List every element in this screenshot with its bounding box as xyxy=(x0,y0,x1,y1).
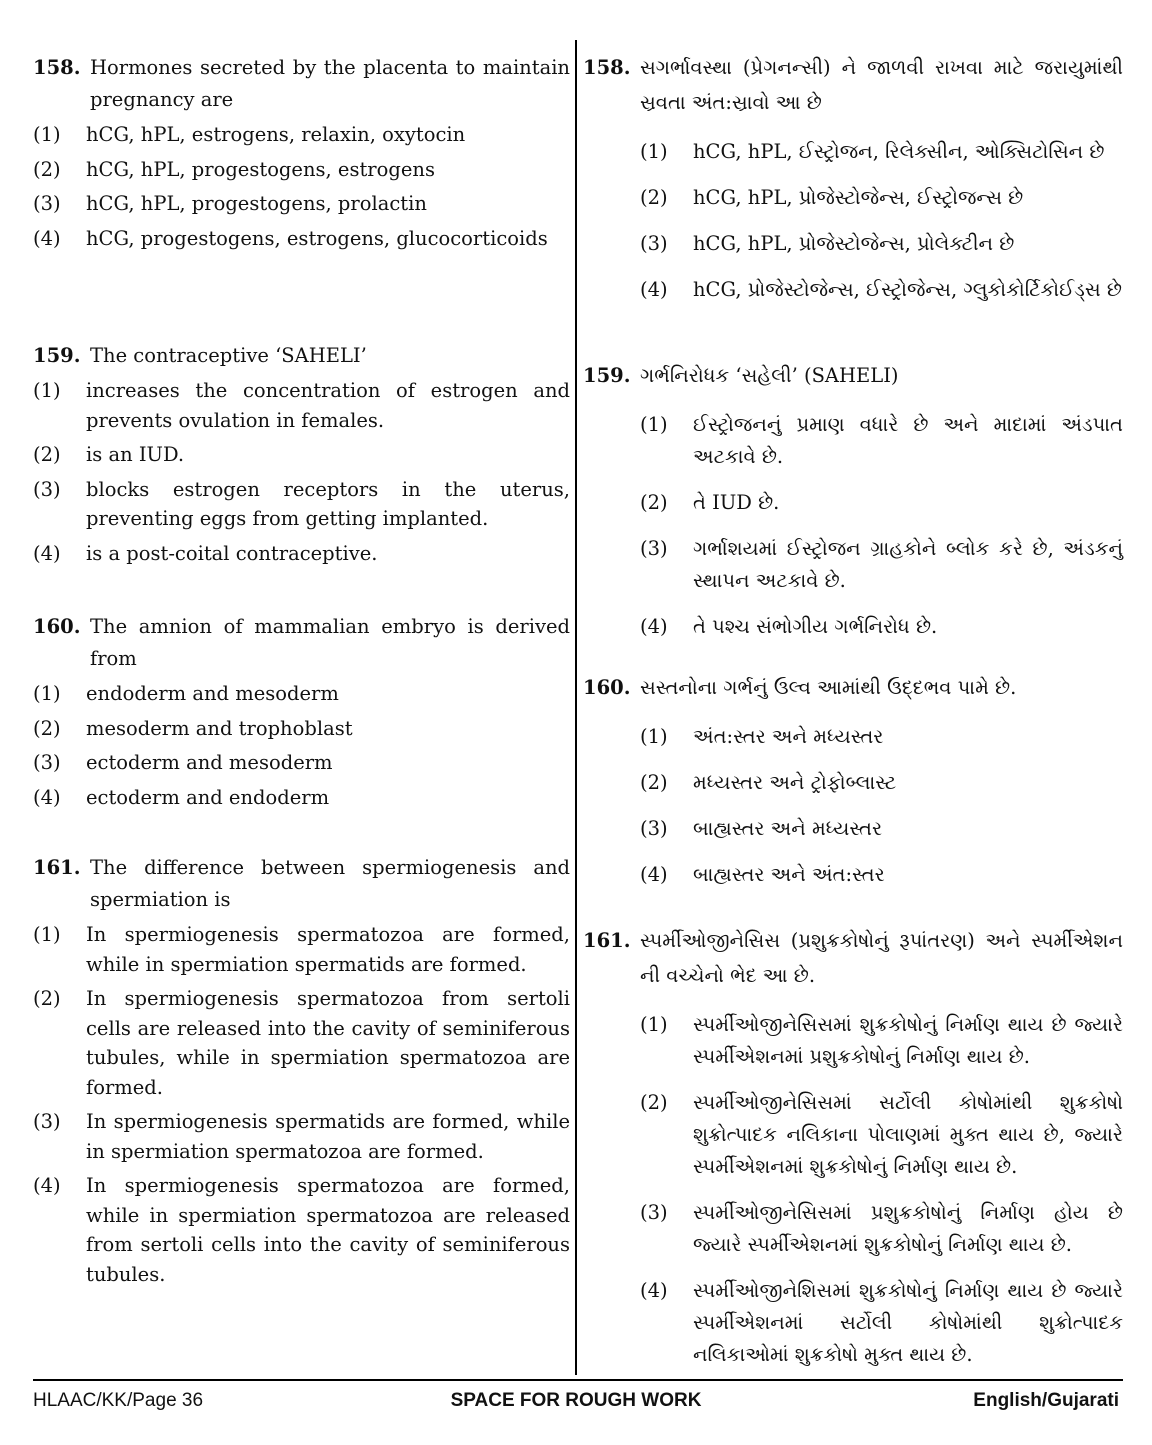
option xyxy=(583,859,1123,891)
option-text: મધ્યસ્તર અને ટ્રોફોબ્લાસ્ટ xyxy=(693,771,897,794)
column-divider xyxy=(575,40,577,1375)
option-text: બાહ્યસ્તર અને મધ્યસ્તર xyxy=(693,817,883,840)
question-159-en xyxy=(33,340,570,573)
question-text: સસ્તનોના ગર્ભનું ઉલ્વ આમાંથી ઉદ્દભવ પામે છે. xyxy=(640,676,1017,699)
option-text: સ્પર્મીઓજીનેસિસમાં શુક્રકોષોનું નિર્માણ થાય છે જ્યારે સ્પર્મીએશનમાં પ્રશુક્રકોષોનું નિર્માણ થાય છે. xyxy=(693,1013,1123,1068)
option-text: hCG, hPL, પ્રોજેસ્ટોજેન્સ, પ્રોલેક્ટીન છે xyxy=(693,232,1015,255)
option-text: hCG, hPL, progestogens, prolactin xyxy=(86,192,427,215)
option-number: (1) xyxy=(640,1013,668,1036)
language-label: English/Gujarati xyxy=(973,1390,1119,1411)
option-number: (1) xyxy=(33,379,61,402)
option-number: (4) xyxy=(640,278,668,301)
question-text: Hormones secreted by the placenta to maintain pregnancy are xyxy=(90,56,570,111)
question-number: 160. xyxy=(33,615,81,638)
option-number: (2) xyxy=(33,716,61,740)
option xyxy=(583,767,1123,799)
question-text: The difference between spermiogenesis and spermiation is xyxy=(90,856,570,911)
question-number: 158. xyxy=(583,56,631,79)
option-text: is an IUD. xyxy=(86,443,185,466)
option-text: સ્પર્મીઓજીનેશિસમાં શુક્રકોષોનું નિર્માણ થાય છે જ્યારે સ્પર્મીએશનમાં સર્ટોલી કોષોમાંથી શુક્રોત્પાદક નલિકાઓમાં શુક્રકોષો મુક્ત થાય છે. xyxy=(693,1279,1123,1366)
option-text: hCG, hPL, estrogens, relaxin, oxytocin xyxy=(86,123,466,146)
option-number: (1) xyxy=(33,923,61,946)
option xyxy=(583,487,1123,519)
option xyxy=(0,1171,570,1289)
option-number: (2) xyxy=(33,443,61,466)
option-text: સ્પર્મીઓજીનેસિસમાં સર્ટોલી કોષોમાંથી શુક્રકોષો શુક્રોત્પાદક નલિકાના પોલાણમાં મુક્ત થાય છે, જ્યારે સ્પર્મીએશનમાં શુક્રકોષોનું નિર્માણ થાય છે. xyxy=(693,1091,1123,1178)
option-number: (4) xyxy=(640,863,668,886)
question-160-gu xyxy=(583,670,1123,905)
question-160-en xyxy=(33,611,570,817)
option-number: (4) xyxy=(33,541,61,565)
option-text: તે IUD છે. xyxy=(693,491,780,514)
option-text: endoderm and mesoderm xyxy=(86,682,339,705)
option xyxy=(0,1107,570,1166)
option-text: is a post-coital contraceptive. xyxy=(86,541,378,565)
option xyxy=(0,440,570,470)
option-text: સ્પર્મીઓજીનેસિસમાં પ્રશુક્રકોષોનું નિર્માણ હોય છે જ્યારે સ્પર્મીએશનમાં શુક્રકોષોનું નિર્માણ થાય છે. xyxy=(693,1201,1123,1256)
option xyxy=(0,920,570,979)
option-text: blocks estrogen receptors in the uterus, preventing eggs from getting implanted. xyxy=(86,477,570,530)
question-158-en xyxy=(33,52,570,258)
rough-work-label: SPACE FOR ROUGH WORK xyxy=(450,1390,702,1411)
page-identifier: HLAAC/KK/Page 36 xyxy=(33,1390,204,1411)
question-text: સગર્ભાવસ્થા (પ્રેગનન્સી) ને જાળવી રાખવા માટે જરાયુમાંથી સ્રવતા અંત:સ્રાવો આ છે xyxy=(640,56,1123,114)
option-number: (2) xyxy=(640,771,668,794)
option-text: ectoderm and mesoderm xyxy=(86,751,333,774)
option xyxy=(583,813,1123,845)
option xyxy=(0,224,570,254)
question-number: 161. xyxy=(583,929,631,952)
option-number: (2) xyxy=(640,491,668,514)
option xyxy=(583,182,1123,214)
option xyxy=(583,1197,1123,1261)
question-number: 161. xyxy=(33,856,81,879)
question-number: 159. xyxy=(33,344,81,367)
option-number: (4) xyxy=(33,785,61,809)
question-161-en xyxy=(33,852,570,1294)
question-number: 158. xyxy=(33,56,81,79)
option-number: (4) xyxy=(33,226,61,250)
option-number: (2) xyxy=(640,1091,668,1114)
option-text: તે પશ્ચ સંભોગીય ગર્ભનિરોધ છે. xyxy=(693,615,938,638)
option-text: hCG, hPL, પ્રોજેસ્ટોજેન્સ, ઈસ્ટ્રોજન્સ છે xyxy=(693,186,1024,209)
option-text: hCG, hPL, progestogens, estrogens xyxy=(86,157,435,181)
question-158-gu xyxy=(583,50,1123,320)
option-number: (3) xyxy=(640,817,668,840)
option-number: (3) xyxy=(33,1110,61,1133)
option-text: mesoderm and trophoblast xyxy=(86,716,353,740)
option-number: (1) xyxy=(640,725,668,748)
question-text: The contraceptive ‘SAHELI’ xyxy=(90,344,367,367)
question-159-gu xyxy=(583,358,1123,657)
option xyxy=(0,748,570,778)
option xyxy=(583,611,1123,643)
option-text: ectoderm and endoderm xyxy=(86,785,330,809)
option-text: In spermiogenesis spermatids are formed, while in spermiation spermatozoa are formed. xyxy=(86,1110,570,1163)
option-text: increases the concentration of estrogen and prevents ovulation in females. xyxy=(86,379,570,432)
option-number: (2) xyxy=(33,157,61,181)
option xyxy=(583,274,1123,306)
option-text: In spermiogenesis spermatozoa from sertoli cells are released into the cavity of seminiferous tubules, while in spermiation spermatozoa are formed. xyxy=(86,987,570,1099)
option xyxy=(583,721,1123,753)
option-text: અંત:સ્તર અને મધ્યસ્તર xyxy=(693,725,884,748)
option xyxy=(583,1275,1123,1371)
option xyxy=(0,155,570,185)
option-number: (1) xyxy=(640,140,668,163)
option-text: બાહ્યસ્તર અને અંત:સ્તર xyxy=(693,863,885,886)
option-text: hCG, પ્રોજેસ્ટોજેન્સ, ઈસ્ટ્રોજેન્સ, ગ્લુકોકોર્ટિકોઈડ્સ છે xyxy=(693,278,1122,301)
option xyxy=(583,136,1123,168)
option xyxy=(583,409,1123,473)
option-text: ગર્ભાશયમાં ઈસ્ટ્રોજન ગ્રાહકોને બ્લોક કરે છે, અંડકનું સ્થાપન અટકાવે છે. xyxy=(693,537,1123,592)
option xyxy=(583,228,1123,260)
question-number: 159. xyxy=(583,364,631,387)
option-number: (1) xyxy=(33,123,61,146)
question-text: ગર્ભનિરોધક ‘સહેલી’ (SAHELI) xyxy=(640,364,899,387)
option xyxy=(583,1009,1123,1073)
option-number: (2) xyxy=(640,186,668,209)
option-number: (3) xyxy=(640,537,668,560)
option-number: (4) xyxy=(640,615,668,638)
question-161-gu xyxy=(583,923,1123,1385)
option-number: (1) xyxy=(33,682,61,705)
option xyxy=(0,189,570,219)
option-number: (3) xyxy=(33,751,61,774)
option-number: (2) xyxy=(33,987,61,1010)
option-number: (3) xyxy=(640,232,668,255)
option xyxy=(0,376,570,435)
option xyxy=(583,1087,1123,1183)
option-number: (1) xyxy=(640,413,668,436)
option-number: (3) xyxy=(33,477,61,501)
option-text: In spermiogenesis spermatozoa are formed, while in spermiation spermatozoa are released from sertoli cells into the cavity of seminiferous tubules. xyxy=(86,1174,570,1286)
option-number: (4) xyxy=(640,1279,668,1302)
option-text: hCG, hPL, ઈસ્ટ્રોજન, રિલેક્સીન, ઓક્સિટોસિન છે xyxy=(693,140,1105,163)
option xyxy=(0,475,570,534)
question-text: સ્પર્મીઓજીનેસિસ (પ્રશુક્રકોષોનું રૂપાંતરણ) અને સ્પર્મીએશન ની વચ્ચેનો ભેદ આ છે. xyxy=(640,929,1123,987)
option-text: ઈસ્ટ્રોજનનું પ્રમાણ વધારે છે અને માદામાં અંડપાત અટકાવે છે. xyxy=(693,413,1123,468)
option xyxy=(0,679,570,709)
option-text: hCG, progestogens, estrogens, glucocorticoids xyxy=(86,226,548,250)
option xyxy=(0,120,570,150)
question-text: The amnion of mammalian embryo is derived from xyxy=(90,615,570,670)
option-number: (3) xyxy=(33,192,61,215)
option xyxy=(0,783,570,813)
option xyxy=(0,539,570,569)
option-text: In spermiogenesis spermatozoa are formed, while in spermiation spermatids are formed. xyxy=(86,923,570,976)
option-number: (4) xyxy=(33,1174,61,1197)
question-number: 160. xyxy=(583,676,631,699)
option xyxy=(0,984,570,1102)
option xyxy=(0,714,570,744)
footer-rule xyxy=(33,1379,1123,1381)
option-number: (3) xyxy=(640,1201,668,1224)
option xyxy=(583,533,1123,597)
